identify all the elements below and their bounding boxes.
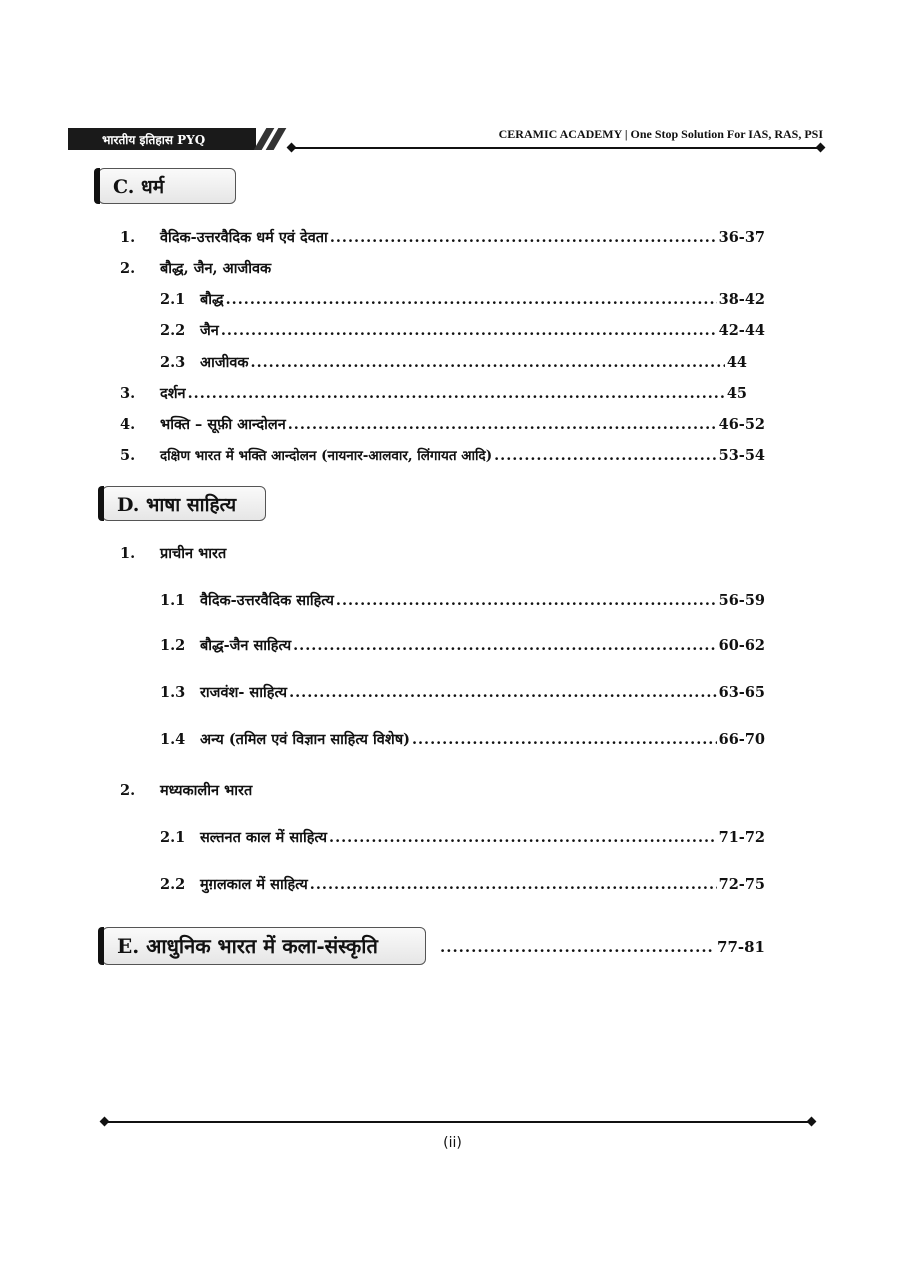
toc-title: आजीवक	[200, 354, 249, 371]
section-e-title: E. आधुनिक भारत में कला-संस्कृति	[117, 934, 378, 958]
toc-pages: 72-75	[718, 876, 765, 893]
toc-title: बौद्ध, जैन, आजीवक	[160, 260, 272, 277]
toc-leader	[412, 731, 717, 748]
toc-pages: 38-42	[718, 291, 765, 308]
footer-rule-diamond-left	[100, 1117, 110, 1127]
footer-rule	[104, 1121, 812, 1123]
toc-leader	[329, 829, 717, 846]
toc-leader	[221, 322, 717, 339]
toc-leader	[330, 229, 717, 246]
toc-title: दर्शन	[160, 385, 186, 402]
toc-leader	[251, 354, 725, 371]
section-e-heading	[102, 927, 426, 965]
header-tag	[68, 128, 280, 150]
toc-row	[120, 543, 765, 563]
toc-title: सल्तनत काल में साहित्य	[200, 829, 328, 846]
toc-pages: 66-70	[718, 731, 765, 748]
toc-leader	[310, 876, 717, 893]
toc-pages: 46-52	[718, 416, 765, 433]
toc-number: 2.1	[160, 291, 186, 308]
toc-number: 1.2	[160, 637, 186, 654]
toc-title: वैदिक-उत्तरवैदिक धर्म एवं देवता	[160, 229, 328, 246]
toc-row	[160, 874, 765, 894]
toc-row	[160, 729, 765, 749]
toc-pages: 63-65	[718, 684, 765, 701]
toc-leader	[293, 637, 717, 654]
toc-leader	[336, 592, 717, 609]
toc-number: 1.4	[160, 731, 186, 748]
toc-leader	[494, 447, 717, 464]
toc-row	[120, 383, 765, 403]
toc-leader	[289, 684, 717, 701]
toc-pages: 36-37	[718, 229, 765, 246]
toc-title: जैन	[200, 322, 219, 339]
toc-pages: 56-59	[718, 592, 765, 609]
section-e-row	[438, 938, 765, 956]
toc-title: मध्यकालीन भारत	[160, 782, 253, 799]
toc-pages: 53-54	[718, 447, 765, 464]
toc-title: वैदिक-उत्तरवैदिक साहित्य	[200, 592, 334, 609]
toc-title: राजवंश- साहित्य	[200, 684, 288, 701]
toc-leader	[188, 385, 725, 402]
toc-pages: 44	[726, 354, 747, 371]
toc-leader	[440, 938, 715, 956]
toc-pages: 42-44	[718, 322, 765, 339]
page-number: (ii)	[443, 1135, 462, 1151]
toc-row	[160, 289, 765, 309]
section-e-pages: 77-81	[717, 938, 765, 956]
toc-row	[120, 414, 765, 434]
header-rule-diamond-right	[816, 143, 826, 153]
toc-title: बौद्ध	[200, 291, 224, 308]
toc-row	[160, 590, 765, 610]
toc-row	[120, 780, 765, 800]
toc-title: दक्षिण भारत में भक्ति आन्दोलन (नायनार-आलवार, लिंगायत आदि)	[160, 448, 493, 464]
toc-title: बौद्ध-जैन साहित्य	[200, 637, 292, 654]
toc-row	[120, 446, 765, 464]
toc-row	[160, 682, 765, 702]
toc-pages: 71-72	[718, 829, 765, 846]
toc-number: 5.	[120, 447, 136, 464]
toc-number: 2.3	[160, 354, 186, 371]
toc-number: 2.	[120, 260, 136, 277]
toc-number: 2.2	[160, 322, 186, 339]
toc-row	[120, 227, 765, 247]
toc-pages: 60-62	[718, 637, 765, 654]
toc-number: 3.	[120, 385, 136, 402]
toc-title: मुग़लकाल में साहित्य	[200, 876, 308, 893]
toc-number: 1.3	[160, 684, 186, 701]
header-rule	[290, 147, 820, 149]
header-title: CERAMIC ACADEMY | One Stop Solution For IAS, RAS, PSI	[498, 127, 823, 141]
header-tag-label: भारतीय इतिहास PYQ	[102, 133, 206, 147]
toc-number: 2.2	[160, 876, 186, 893]
toc-number: 2.1	[160, 829, 186, 846]
toc-pages: 45	[726, 385, 747, 402]
toc-number: 2.	[120, 782, 136, 799]
toc-number: 1.1	[160, 592, 186, 609]
section-c-heading	[98, 168, 236, 204]
section-d-title: D. भाषा साहित्य	[117, 494, 237, 516]
footer-rule-diamond-right	[807, 1117, 817, 1127]
toc-row	[160, 352, 765, 372]
toc-leader	[288, 416, 717, 433]
section-c-title: C. धर्म	[113, 176, 165, 198]
toc-title: भक्ति – सूफ़ी आन्दोलन	[160, 416, 286, 433]
toc-title: अन्य (तमिल एवं विज्ञान साहित्य विशेष)	[200, 731, 410, 748]
toc-row	[160, 320, 765, 340]
toc-number: 1.	[120, 229, 136, 246]
toc-row	[160, 827, 765, 847]
section-d-heading	[102, 486, 266, 521]
toc-number: 1.	[120, 545, 136, 562]
header-rule-diamond-left	[287, 143, 297, 153]
toc-title: प्राचीन भारत	[160, 545, 227, 562]
toc-leader	[226, 291, 717, 308]
toc-row	[120, 258, 765, 278]
toc-row	[160, 635, 765, 655]
toc-number: 4.	[120, 416, 136, 433]
